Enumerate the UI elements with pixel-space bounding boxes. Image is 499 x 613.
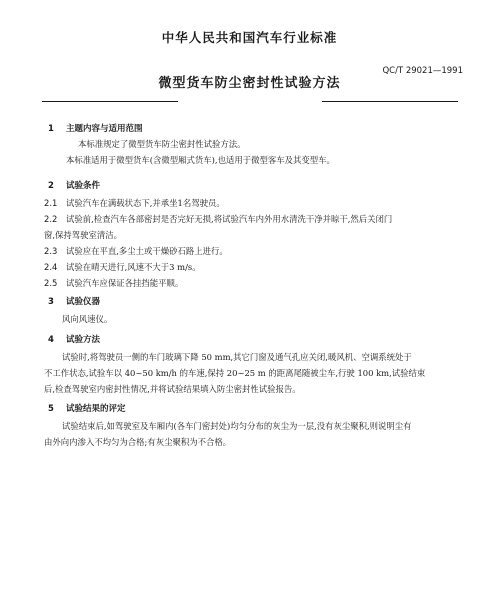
section-title: 试验结果的评定	[66, 404, 126, 414]
item-number: 2.5	[44, 278, 58, 288]
item-2-3	[44, 243, 464, 260]
section-number: 5	[48, 404, 54, 414]
item-text: 试验汽车在满载状态下,并承坐1名驾驶员。	[66, 198, 225, 208]
standard-number: QC/T 29021—1991	[382, 66, 463, 76]
item-2-1	[44, 195, 464, 212]
item-text: 试验应在平直,多尘土或干燥砂石路上进行。	[66, 246, 228, 256]
item-2-2	[44, 211, 464, 228]
section-number: 2	[48, 181, 54, 191]
item-text: 试验汽车应保证各挂挡能平顺。	[66, 278, 184, 288]
section-number: 1	[48, 124, 54, 134]
section-number: 3	[48, 297, 54, 307]
item-text: 试验在晴天进行,风速不大于3 m/s。	[66, 262, 201, 272]
item-2-2-continued	[44, 227, 464, 244]
section-3-heading	[48, 295, 100, 307]
section-title: 主题内容与适用范围	[66, 124, 143, 134]
section-number: 4	[48, 335, 54, 345]
item-2-5	[44, 275, 464, 292]
item-number: 2.4	[44, 262, 58, 272]
title-rule-left	[42, 101, 178, 102]
section-1-heading	[48, 122, 143, 134]
item-text: 试验前,检查汽车各部密封是否完好无损,将试验汽车内外用水清洗干净并晾干,然后关闭门	[66, 214, 393, 224]
item-number: 2.1	[44, 198, 58, 208]
section-4-para-line-1: 试验时,将驾驶员一侧的车门玻璃下降 50 mm,其它门窗及通气孔应关闭,暖风机、空调系统处于	[62, 352, 412, 362]
section-5-para-line-1: 试验结束后,如驾驶室及车厢内(各车门密封处)均匀分布的灰尘为一层,没有灰尘聚积,则说明尘有	[62, 421, 412, 431]
section-title: 试验条件	[66, 181, 101, 191]
org-standard-title: 中华人民共和国汽车行业标准	[161, 30, 338, 45]
section-4-heading	[48, 333, 100, 345]
section-1-para-2: 本标准适用于微型货车(含微型厢式货车),也适用于微型客车及其变型车。	[66, 155, 335, 165]
item-number: 2.3	[44, 246, 58, 256]
section-1-para-1: 本标准规定了微型货车防尘密封性试验方法。	[78, 139, 246, 149]
section-5-para-line-2: 由外向内渗入不均匀为合格;有灰尘聚积为不合格。	[44, 437, 232, 447]
section-title: 试验仪器	[66, 297, 101, 307]
section-5-heading	[48, 402, 126, 414]
item-text-continued: 窗,保持驾驶室清洁。	[44, 230, 123, 240]
item-2-4	[44, 259, 464, 276]
section-title: 试验方法	[66, 335, 101, 345]
section-2-heading	[48, 179, 100, 191]
section-4-para-line-3: 后,检查驾驶室内密封性情况,并将试验结果填入防尘密封性试验报告。	[44, 384, 301, 394]
item-number: 2.2	[44, 214, 58, 224]
title-rule-right	[322, 101, 458, 102]
section-3-para-1: 风向风速仪。	[62, 314, 113, 324]
section-4-para-line-2: 不工作状态,试验车以 40~50 km/h 的车速,保持 20~25 m 的距离尾随被尘车,行驶 100 km,试验结束	[44, 368, 426, 378]
document-title: 微型货车防尘密封性试验方法	[158, 76, 341, 91]
